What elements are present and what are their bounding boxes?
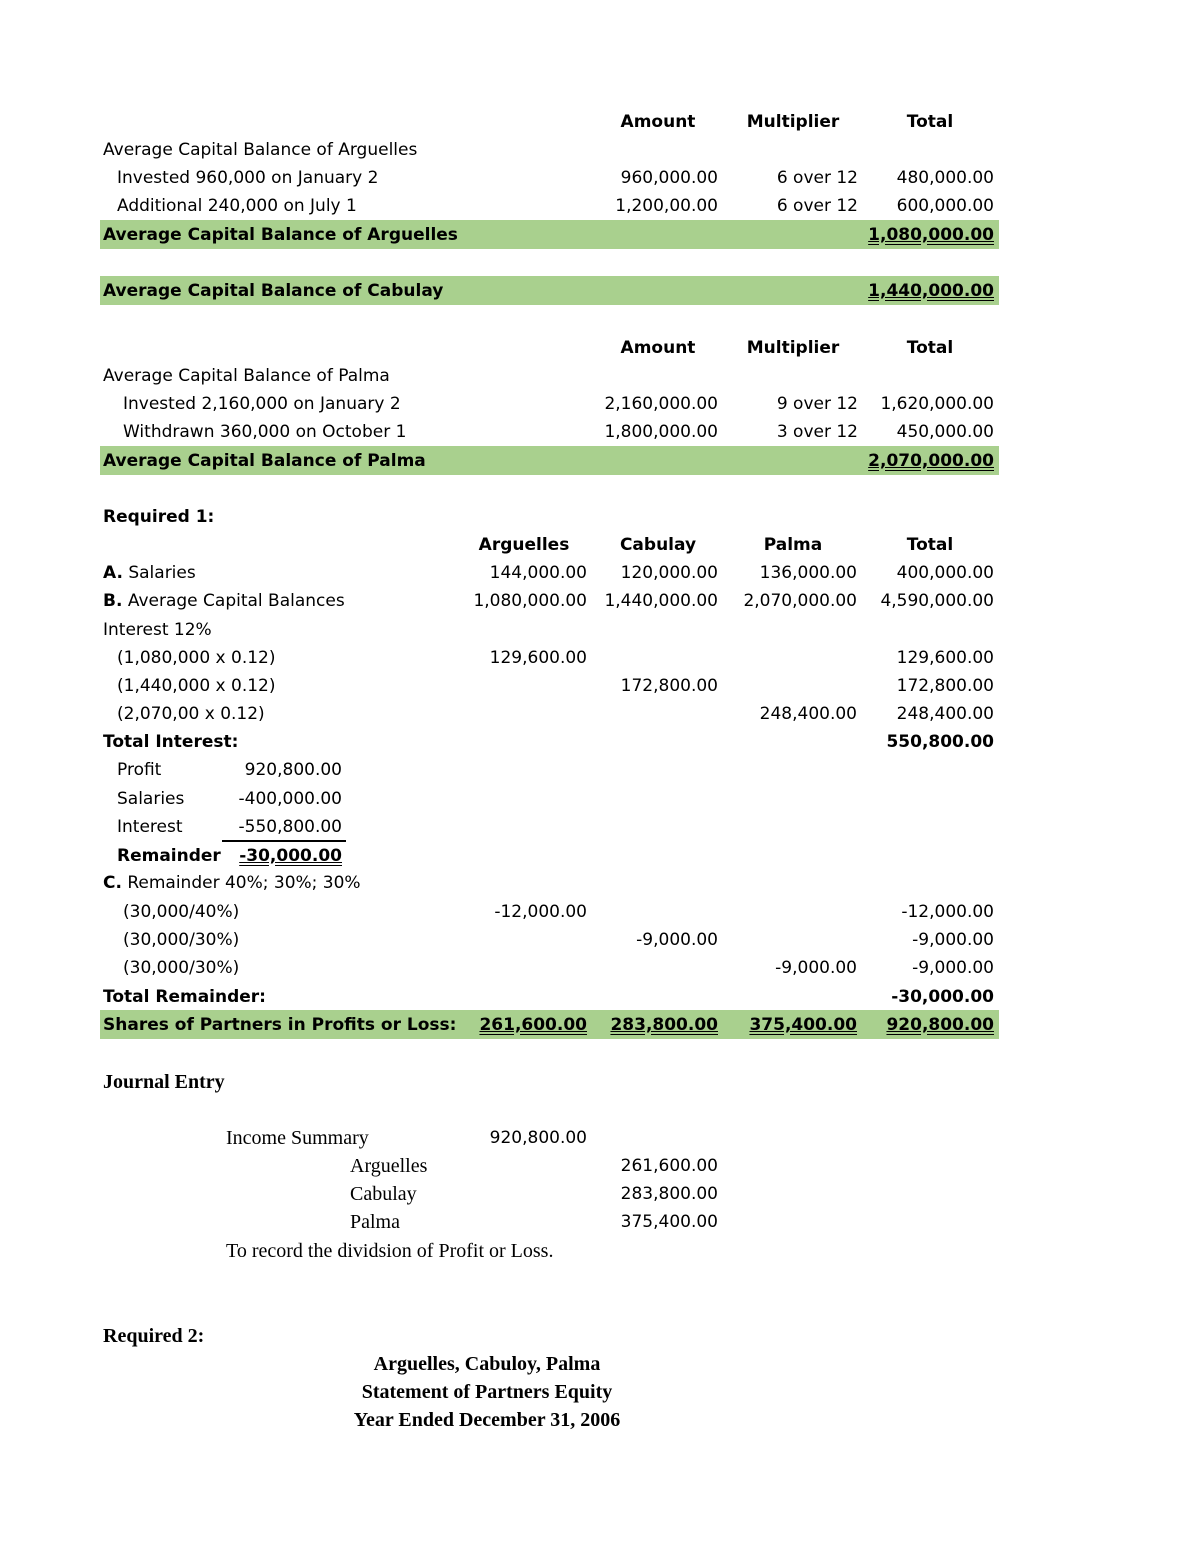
calc-value: -400,000.00 — [238, 789, 342, 809]
remainder-cabulay: -9,000.00 — [636, 930, 718, 950]
calc-value: 920,800.00 — [244, 760, 342, 780]
remainder-row-label: (30,000/30%) — [123, 958, 240, 978]
remainder-palma: -9,000.00 — [775, 958, 857, 978]
remainder-split-label: C. Remainder 40%; 30%; 30% — [103, 873, 361, 893]
remainder-row-label: (30,000/40%) — [123, 902, 240, 922]
avg-balances-label: B. Average Capital Balances — [103, 591, 345, 611]
palma-row-total: 1,620,000.00 — [880, 394, 994, 414]
journal-credit-account: Palma — [350, 1211, 400, 1233]
avg-balances-cabulay: 1,440,000.00 — [604, 591, 718, 611]
journal-credit-account: Cabulay — [350, 1183, 417, 1205]
palma-summary-total: 2,070,000.00 — [868, 451, 994, 471]
palma-row-total: 450,000.00 — [896, 422, 994, 442]
journal-title: Journal Entry — [103, 1071, 225, 1093]
column-header-total: Total — [906, 535, 954, 555]
journal-credit-amount: 261,600.00 — [620, 1156, 718, 1176]
journal-credit-amount: 283,800.00 — [620, 1184, 718, 1204]
journal-credit-amount: 375,400.00 — [620, 1212, 718, 1232]
arguelles-summary-total: 1,080,000.00 — [868, 225, 994, 245]
remainder-value: -30,000.00 — [239, 846, 342, 866]
total-header: Total — [906, 338, 954, 358]
avg-balances-arguelles: 1,080,000.00 — [473, 591, 587, 611]
interest-arguelles: 129,600.00 — [489, 648, 587, 668]
total-remainder-value: -30,000.00 — [891, 987, 994, 1007]
palma-row-multiplier: 9 over 12 — [776, 394, 858, 414]
palma-row-amount: 1,800,000.00 — [604, 422, 718, 442]
column-header-arguelles: Arguelles — [478, 535, 570, 555]
calc-label: Profit — [117, 760, 162, 780]
palma-row-amount: 2,160,000.00 — [604, 394, 718, 414]
arguelles-title: Average Capital Balance of Arguelles — [103, 140, 418, 160]
journal-debit-account: Income Summary — [226, 1127, 369, 1149]
shares-total: 920,800.00 — [886, 1015, 994, 1035]
calc-value: -550,800.00 — [238, 817, 342, 837]
palma-title: Average Capital Balance of Palma — [103, 366, 390, 386]
interest-row-total: 248,400.00 — [896, 704, 994, 724]
shares-palma: 375,400.00 — [749, 1015, 857, 1035]
remainder-row-total: -12,000.00 — [901, 902, 994, 922]
remainder-row-label: (30,000/30%) — [123, 930, 240, 950]
statement-heading-period: Year Ended December 31, 2006 — [353, 1409, 621, 1431]
palma-row-label: Invested 2,160,000 on January 2 — [123, 394, 401, 414]
cabulay-summary-total: 1,440,000.00 — [868, 281, 994, 301]
journal-credit-account: Arguelles — [350, 1155, 428, 1177]
required1-title: Required 1: — [103, 507, 215, 527]
remainder-label: Remainder — [117, 846, 221, 866]
interest-row-total: 129,600.00 — [896, 648, 994, 668]
palma-row-label: Withdrawn 360,000 on October 1 — [123, 422, 407, 442]
salaries-total: 400,000.00 — [896, 563, 994, 583]
arguelles-row-label: Additional 240,000 on July 1 — [117, 196, 357, 216]
cabulay-summary-label: Average Capital Balance of Cabulay — [103, 281, 444, 301]
arguelles-row-total: 480,000.00 — [896, 168, 994, 188]
arguelles-row-multiplier: 6 over 12 — [776, 168, 858, 188]
arguelles-summary-label: Average Capital Balance of Arguelles — [103, 225, 458, 245]
salaries-palma: 136,000.00 — [759, 563, 857, 583]
palma-row-multiplier: 3 over 12 — [776, 422, 858, 442]
calc-label: Salaries — [117, 789, 185, 809]
remainder-arguelles: -12,000.00 — [494, 902, 587, 922]
avg-balances-total: 4,590,000.00 — [880, 591, 994, 611]
total-interest-value: 550,800.00 — [886, 732, 994, 752]
total-remainder-label: Total Remainder: — [103, 987, 266, 1007]
salaries-cabulay: 120,000.00 — [620, 563, 718, 583]
salaries-label: A. Salaries — [103, 563, 196, 583]
shares-arguelles: 261,600.00 — [479, 1015, 587, 1035]
arguelles-row-amount: 960,000.00 — [620, 168, 718, 188]
amount-header: Amount — [620, 338, 696, 358]
interest-row-label: (2,070,00 x 0.12) — [117, 704, 265, 724]
avg-balances-palma: 2,070,000.00 — [743, 591, 857, 611]
arguelles-row-multiplier: 6 over 12 — [776, 196, 858, 216]
interest-cabulay: 172,800.00 — [620, 676, 718, 696]
calc-label: Interest — [117, 817, 183, 837]
arguelles-row-total: 600,000.00 — [896, 196, 994, 216]
interest-label: Interest 12% — [103, 620, 212, 640]
shares-cabulay: 283,800.00 — [610, 1015, 718, 1035]
journal-memo: To record the dividsion of Profit or Loss. — [226, 1240, 554, 1262]
salaries-arguelles: 144,000.00 — [489, 563, 587, 583]
shares-label: Shares of Partners in Profits or Loss: — [103, 1015, 457, 1035]
interest-palma: 248,400.00 — [759, 704, 857, 724]
required2-title: Required 2: — [103, 1325, 205, 1347]
multiplier-header: Multiplier — [746, 338, 840, 358]
arguelles-row-label: Invested 960,000 on January 2 — [117, 168, 379, 188]
palma-summary-label: Average Capital Balance of Palma — [103, 451, 426, 471]
journal-debit-amount: 920,800.00 — [489, 1128, 587, 1148]
statement-heading-names: Arguelles, Cabuloy, Palma — [373, 1353, 601, 1375]
column-header-cabulay: Cabulay — [619, 535, 697, 555]
remainder-row-total: -9,000.00 — [912, 930, 994, 950]
interest-row-total: 172,800.00 — [896, 676, 994, 696]
remainder-row-total: -9,000.00 — [912, 958, 994, 978]
column-header-palma: Palma — [763, 535, 823, 555]
amount-header: Amount — [620, 112, 696, 132]
multiplier-header: Multiplier — [746, 112, 840, 132]
arguelles-row-amount: 1,200,00.00 — [615, 196, 718, 216]
total-header: Total — [906, 112, 954, 132]
interest-row-label: (1,080,000 x 0.12) — [117, 648, 276, 668]
statement-heading-title: Statement of Partners Equity — [361, 1381, 613, 1403]
total-interest-label: Total Interest: — [103, 732, 239, 752]
interest-row-label: (1,440,000 x 0.12) — [117, 676, 276, 696]
